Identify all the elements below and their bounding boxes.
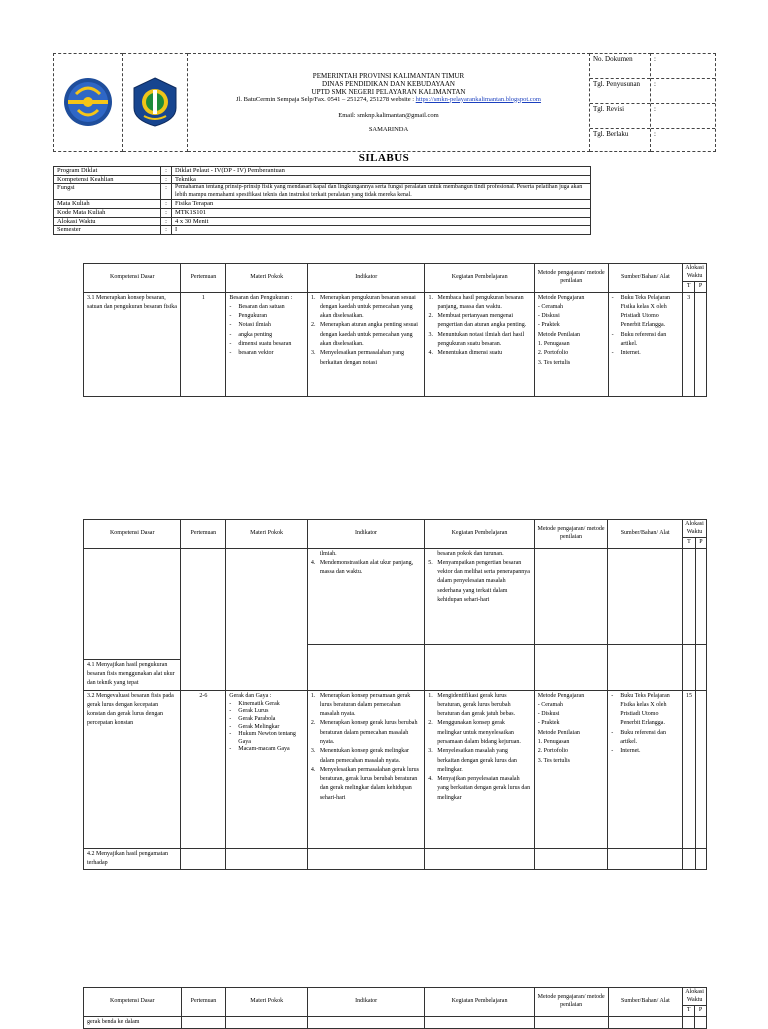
list-item: - Buku Teks Pelajaran Fisika kelas X oleh Pristiadi Utomo Penerbit Erlangga.	[611, 692, 670, 727]
meta-value: Diklat Pelaut - IV(DP - IV) Pemberantuan	[172, 167, 591, 176]
list-item: ilmiah.	[319, 550, 337, 557]
materi-cell	[226, 548, 308, 690]
list-item: - Hukum Newton tentang Gaya	[229, 731, 296, 745]
email-text: smknp.kalimantan@gmail.com	[357, 111, 439, 119]
doc-revision-value: :	[651, 104, 715, 129]
table-row	[84, 848, 707, 870]
syllabus-table-1	[83, 263, 707, 397]
metode-cell: Metode Pengajaran - Ceramah - Diskusi - Praktek Metode Penilaian 1. Penugasan 2. Portofolio 3. Tes tertulis	[534, 292, 608, 396]
header-materi: Materi Pokok	[226, 520, 308, 549]
meta-value: MTK1S101	[172, 208, 591, 217]
header-alokasi: Alokasi Waktu	[682, 520, 706, 538]
meta-row: Fungsi : Pemahaman tentang prinsip-prinsip fisik yang mendasari kapal dan lingkungannya serta fungsi peralatan untuk membangun tindi profesional. Peserta pelatihan juga akan lebih mampu memahami spesifikasi teknis dan instruksi terkait peralatan yang tidak mereka kenal.	[54, 184, 591, 200]
meta-label: Alokasi Waktu	[54, 217, 161, 226]
meta-row: Mata Kuliah : Fisika Terapan	[54, 200, 591, 209]
header-indikator: Indikator	[307, 520, 424, 549]
header-sumber: Sumber/Bahan/ Alat	[608, 520, 683, 549]
materi-cell	[226, 292, 308, 396]
pertemuan-cell: 1	[181, 292, 226, 396]
list-item: 4. Mendemonstrasikan alat ukur panjang, massa dan waktu.	[310, 559, 414, 576]
syllabus-table-2	[83, 519, 707, 870]
meta-value: Fisika Terapan	[172, 200, 591, 209]
list-item: - Gerak Melingkar	[229, 723, 280, 730]
list-item: - Pengukuran	[229, 313, 268, 320]
alokasi-p-cell	[695, 292, 707, 396]
kd-cell	[84, 548, 181, 690]
list-item: 4. Menyajikan penyelesaian masalah yang berkaitan dengan gerak lurus dan melingkar	[428, 776, 531, 801]
kd-cell: 3.1 Menerapkan konsep besaran, satuan dan pengukuran besaran fisika	[84, 292, 181, 396]
kegiatan-cell	[425, 292, 534, 396]
sumber-cell	[608, 690, 683, 848]
header-p: P	[695, 538, 706, 549]
list-item: 2. Menggunakan konsep gerak melingkar untuk menyelesaikan persamaan dalam bidang kejuruan.	[428, 720, 521, 745]
meta-value: I	[172, 226, 591, 235]
header-sumber: Sumber/Bahan/ Alat	[608, 264, 683, 293]
list-item: 1. Membaca hasil pengukuran besaran panjang, massa dan waktu.	[428, 294, 524, 310]
email-label: Email:	[338, 111, 356, 119]
list-item: 2. Membuat pertanyaan mengenai pengertian dan aturan angka penting.	[428, 313, 527, 329]
header-t: T	[682, 538, 695, 549]
header-sumber: Sumber/Bahan/ Alat	[608, 988, 683, 1017]
doc-info-values	[651, 54, 716, 152]
meta-value: Teknika	[172, 175, 591, 184]
pertemuan-cell: 2-6	[181, 690, 226, 848]
header-kd: Kompetensi Dasar	[84, 264, 181, 293]
meta-label: Semester	[54, 226, 161, 235]
alokasi-p-cell	[695, 690, 706, 848]
header-t: T	[683, 282, 695, 293]
header-kegiatan: Kegiatan Pembelajaran	[425, 988, 534, 1017]
kd-cell: 3.2 Mengevaluasi besaran fisis pada gerak lurus dengan kecepatan konstan dan gerak lurus dengan percepatan konstan	[84, 690, 181, 848]
table-row	[84, 1016, 707, 1028]
header-materi: Materi Pokok	[226, 264, 308, 293]
logo-cell-province	[123, 54, 188, 152]
institution-line-3: UPTD SMK NEGERI PELAYARAN KALIMANTAN	[311, 87, 466, 96]
provincial-emblem-icon	[130, 76, 180, 128]
header-alokasi: Alokasi Waktu	[683, 988, 707, 1006]
alokasi-t-cell	[682, 548, 695, 644]
materi-title: Besaran dan Pengukuran :	[229, 294, 293, 301]
kd-4-1: 4.1 Menyajikan hasil pengukuran besaran fisis menggunakan alat ukur dan teknik yang tepat	[84, 659, 180, 690]
header-materi: Materi Pokok	[226, 988, 308, 1017]
metode-cell: Metode Pengajaran - Ceramah - Diskusi - Praktek Metode Penilaian 1. Penugasan 2. Portofolio 3. Tes tertulis	[534, 690, 608, 848]
indikator-cell	[308, 292, 425, 396]
meta-row: Kode Mata Kuliah : MTK1S101	[54, 208, 591, 217]
meta-row: Kompetensi Keahlian : Teknika	[54, 175, 591, 184]
list-item: 2. Menerapkan aturan angka penting sesuai dengan kaedah untuk pemecahan yang akan diselesaikan.	[311, 322, 418, 347]
logo-cell-dephub	[54, 54, 123, 152]
header-pertemuan: Pertemuan	[181, 264, 226, 293]
header-metode: Metode pengajaran/ metode penilaian	[534, 264, 608, 293]
list-item: - dimensi suatu besaran	[229, 340, 292, 347]
list-item: - angka penting	[229, 331, 273, 338]
indikator-cell	[307, 548, 424, 644]
document-header	[53, 53, 716, 152]
meta-row: Alokasi Waktu : 4 x 30 Menit	[54, 217, 591, 226]
list-item: 2. Menerapkan konsep gerak lurus berubah beraturan dalam pemecahan masalah nyata.	[310, 720, 418, 745]
list-item: - Buku referensi dan artikel.	[611, 729, 666, 745]
list-item: 1. Mengidentifikasi gerak lurus beraturan, gerak lurus berubah beraturan dan gerak jatuh bebas.	[428, 692, 516, 718]
indikator-cell	[307, 690, 424, 848]
meta-label: Program Diklat	[54, 167, 161, 176]
list-item: - Notasi ilmiah	[229, 322, 271, 329]
meta-label: Kode Mata Kuliah	[54, 208, 161, 217]
list-item: - Kinematik Gerak	[229, 700, 280, 707]
list-item: 4. Menentukan dimensi suatu	[428, 350, 503, 357]
header-pertemuan: Pertemuan	[181, 520, 226, 549]
header-t: T	[683, 1006, 695, 1017]
header-kegiatan: Kegiatan Pembelajaran	[425, 520, 534, 549]
pertemuan-cell	[181, 548, 226, 690]
list-item: - besaran vektor	[229, 350, 274, 357]
kegiatan-cell	[425, 548, 534, 644]
city-text: SAMARINDA	[368, 125, 409, 133]
list-item: 5. Menyampaikan pengertian besaran vektor dan melihat serta penerapannya dalam penyelesaian masalah sederhana yang terkait dalam kehidupan sehari-hari	[428, 559, 530, 603]
list-item: 1. Menerapkan pengukuran besaran sesuai dengan kaedah untuk pemecahan yang akan diselesaikan.	[311, 294, 416, 320]
list-item: 3. Menentukan konsep gerak melingkar dalam pemecahan masalah nyata.	[310, 748, 409, 764]
institution-line-2: DINAS PENDIDIKAN DAN KEBUDAYAAN	[322, 79, 455, 88]
website-link[interactable]: https://smkn-pelayarankalimantan.blogspot.com	[415, 95, 541, 103]
table-row	[84, 548, 707, 644]
meta-label: Kompetensi Keahlian	[54, 175, 161, 184]
kd-cell: gerak benda ke dalam	[84, 1016, 182, 1028]
meta-label: Mata Kuliah	[54, 200, 161, 209]
header-metode: Metode pengajaran/ metode penilaian	[534, 520, 608, 549]
meta-value: 4 x 30 Menit	[172, 217, 591, 226]
header-kegiatan: Kegiatan Pembelajaran	[425, 264, 534, 293]
doc-number-label: No. Dokumen	[590, 54, 650, 79]
doc-info-labels	[590, 54, 651, 152]
metode-cell	[534, 548, 608, 644]
list-item: - Macam-macam Gaya	[229, 746, 290, 753]
institution-cell	[188, 54, 590, 152]
syllabus-meta-table	[53, 166, 591, 235]
list-item: - Buku referensi dan artikel.	[611, 331, 667, 347]
header-p: P	[695, 1006, 707, 1017]
header-p: P	[695, 282, 707, 293]
list-item: - Besaran dan satuan	[229, 303, 285, 310]
doc-effective-label: Tgl. Berlaku	[593, 130, 629, 138]
institution-line-1: PEMERINTAH PROVINSI KALIMANTAN TIMUR	[312, 71, 465, 80]
doc-effective-value: :	[654, 130, 656, 138]
dephub-logo-icon	[62, 76, 114, 128]
kd-cell: 4.2 Menyajikan hasil pengamatan terhadap	[84, 848, 181, 870]
list-item: 3. Menyelesaikan masalah yang berkaitan dengan gerak lurus dan melingkar.	[428, 748, 517, 773]
header-metode: Metode pengajaran/ metode penilaian	[534, 988, 608, 1017]
meta-label: Fungsi	[54, 184, 161, 200]
address-text: Jl. BatuCermin Sempaja Selp/Fax. 0541 – 251274, 251278 website :	[236, 95, 415, 103]
doc-compiled-value: :	[651, 79, 715, 104]
list-item: - Buku Teks Pelajaran Fisika kelas X oleh Pristiadi Utomo Penerbit Erlangga.	[611, 294, 671, 329]
alokasi-p-cell	[695, 548, 706, 644]
header-indikator: Indikator	[308, 264, 425, 293]
sumber-cell	[608, 292, 683, 396]
header-kd: Kompetensi Dasar	[84, 520, 181, 549]
list-item: 3. Menyelesaikan permasalahan yang berkaitan dengan notasi	[311, 350, 404, 366]
materi-cell	[226, 690, 308, 848]
doc-number-value: :	[651, 54, 715, 79]
header-kd: Kompetensi Dasar	[84, 988, 182, 1017]
syllabus-table-3	[83, 987, 707, 1029]
alokasi-t-cell: 15	[682, 690, 695, 848]
meta-value: Pemahaman tentang prinsip-prinsip fisik yang mendasari kapal dan lingkungannya serta fungsi peralatan untuk membangun tindi profesional. Peserta pelatihan juga akan lebih mampu memahami spesifikasi teknis dan instruksi terkait peralatan yang tidak mereka kenal.	[172, 184, 591, 200]
list-item: - Gerak Lurus	[229, 708, 269, 715]
header-pertemuan: Pertemuan	[181, 988, 226, 1017]
list-item: - Gerak Parabola	[229, 715, 276, 722]
list-item: 1. Menerapkan konsep persamaan gerak lurus beraturan dalam pemecahan masalah nyata.	[310, 692, 411, 718]
alokasi-t-cell: 3	[683, 292, 695, 396]
kegiatan-cell	[425, 690, 534, 848]
doc-compiled-label: Tgl. Penyusunan	[590, 79, 650, 104]
list-item: - Internet.	[611, 350, 641, 357]
document-title: SILABUS	[358, 152, 410, 164]
list-item: - Internet.	[611, 748, 641, 755]
list-item: 3. Menuntukan notasi ilmiah dari hasil pengukuran suatu besaran.	[428, 331, 525, 347]
header-alokasi: Alokasi Waktu	[683, 264, 707, 282]
sumber-cell	[608, 548, 683, 644]
table-row	[84, 292, 707, 396]
header-indikator: Indikator	[307, 988, 424, 1017]
materi-title: Gerak dan Gaya :	[229, 692, 272, 699]
doc-revision-label: Tgl. Revisi	[590, 104, 650, 129]
meta-row: Semester : I	[54, 226, 591, 235]
table-row	[84, 690, 707, 848]
list-item: besaran pokok dan turunan.	[437, 550, 504, 557]
meta-row: Program Diklat : Diklat Pelaut - IV(DP - IV) Pemberantuan	[54, 167, 591, 176]
list-item: 4. Menyelesaikan permasalahan gerak lurus beraturan, gerak lurus berubah beraturan dan gerak melingkar dalam kehidupan sehari-hari	[310, 766, 419, 801]
